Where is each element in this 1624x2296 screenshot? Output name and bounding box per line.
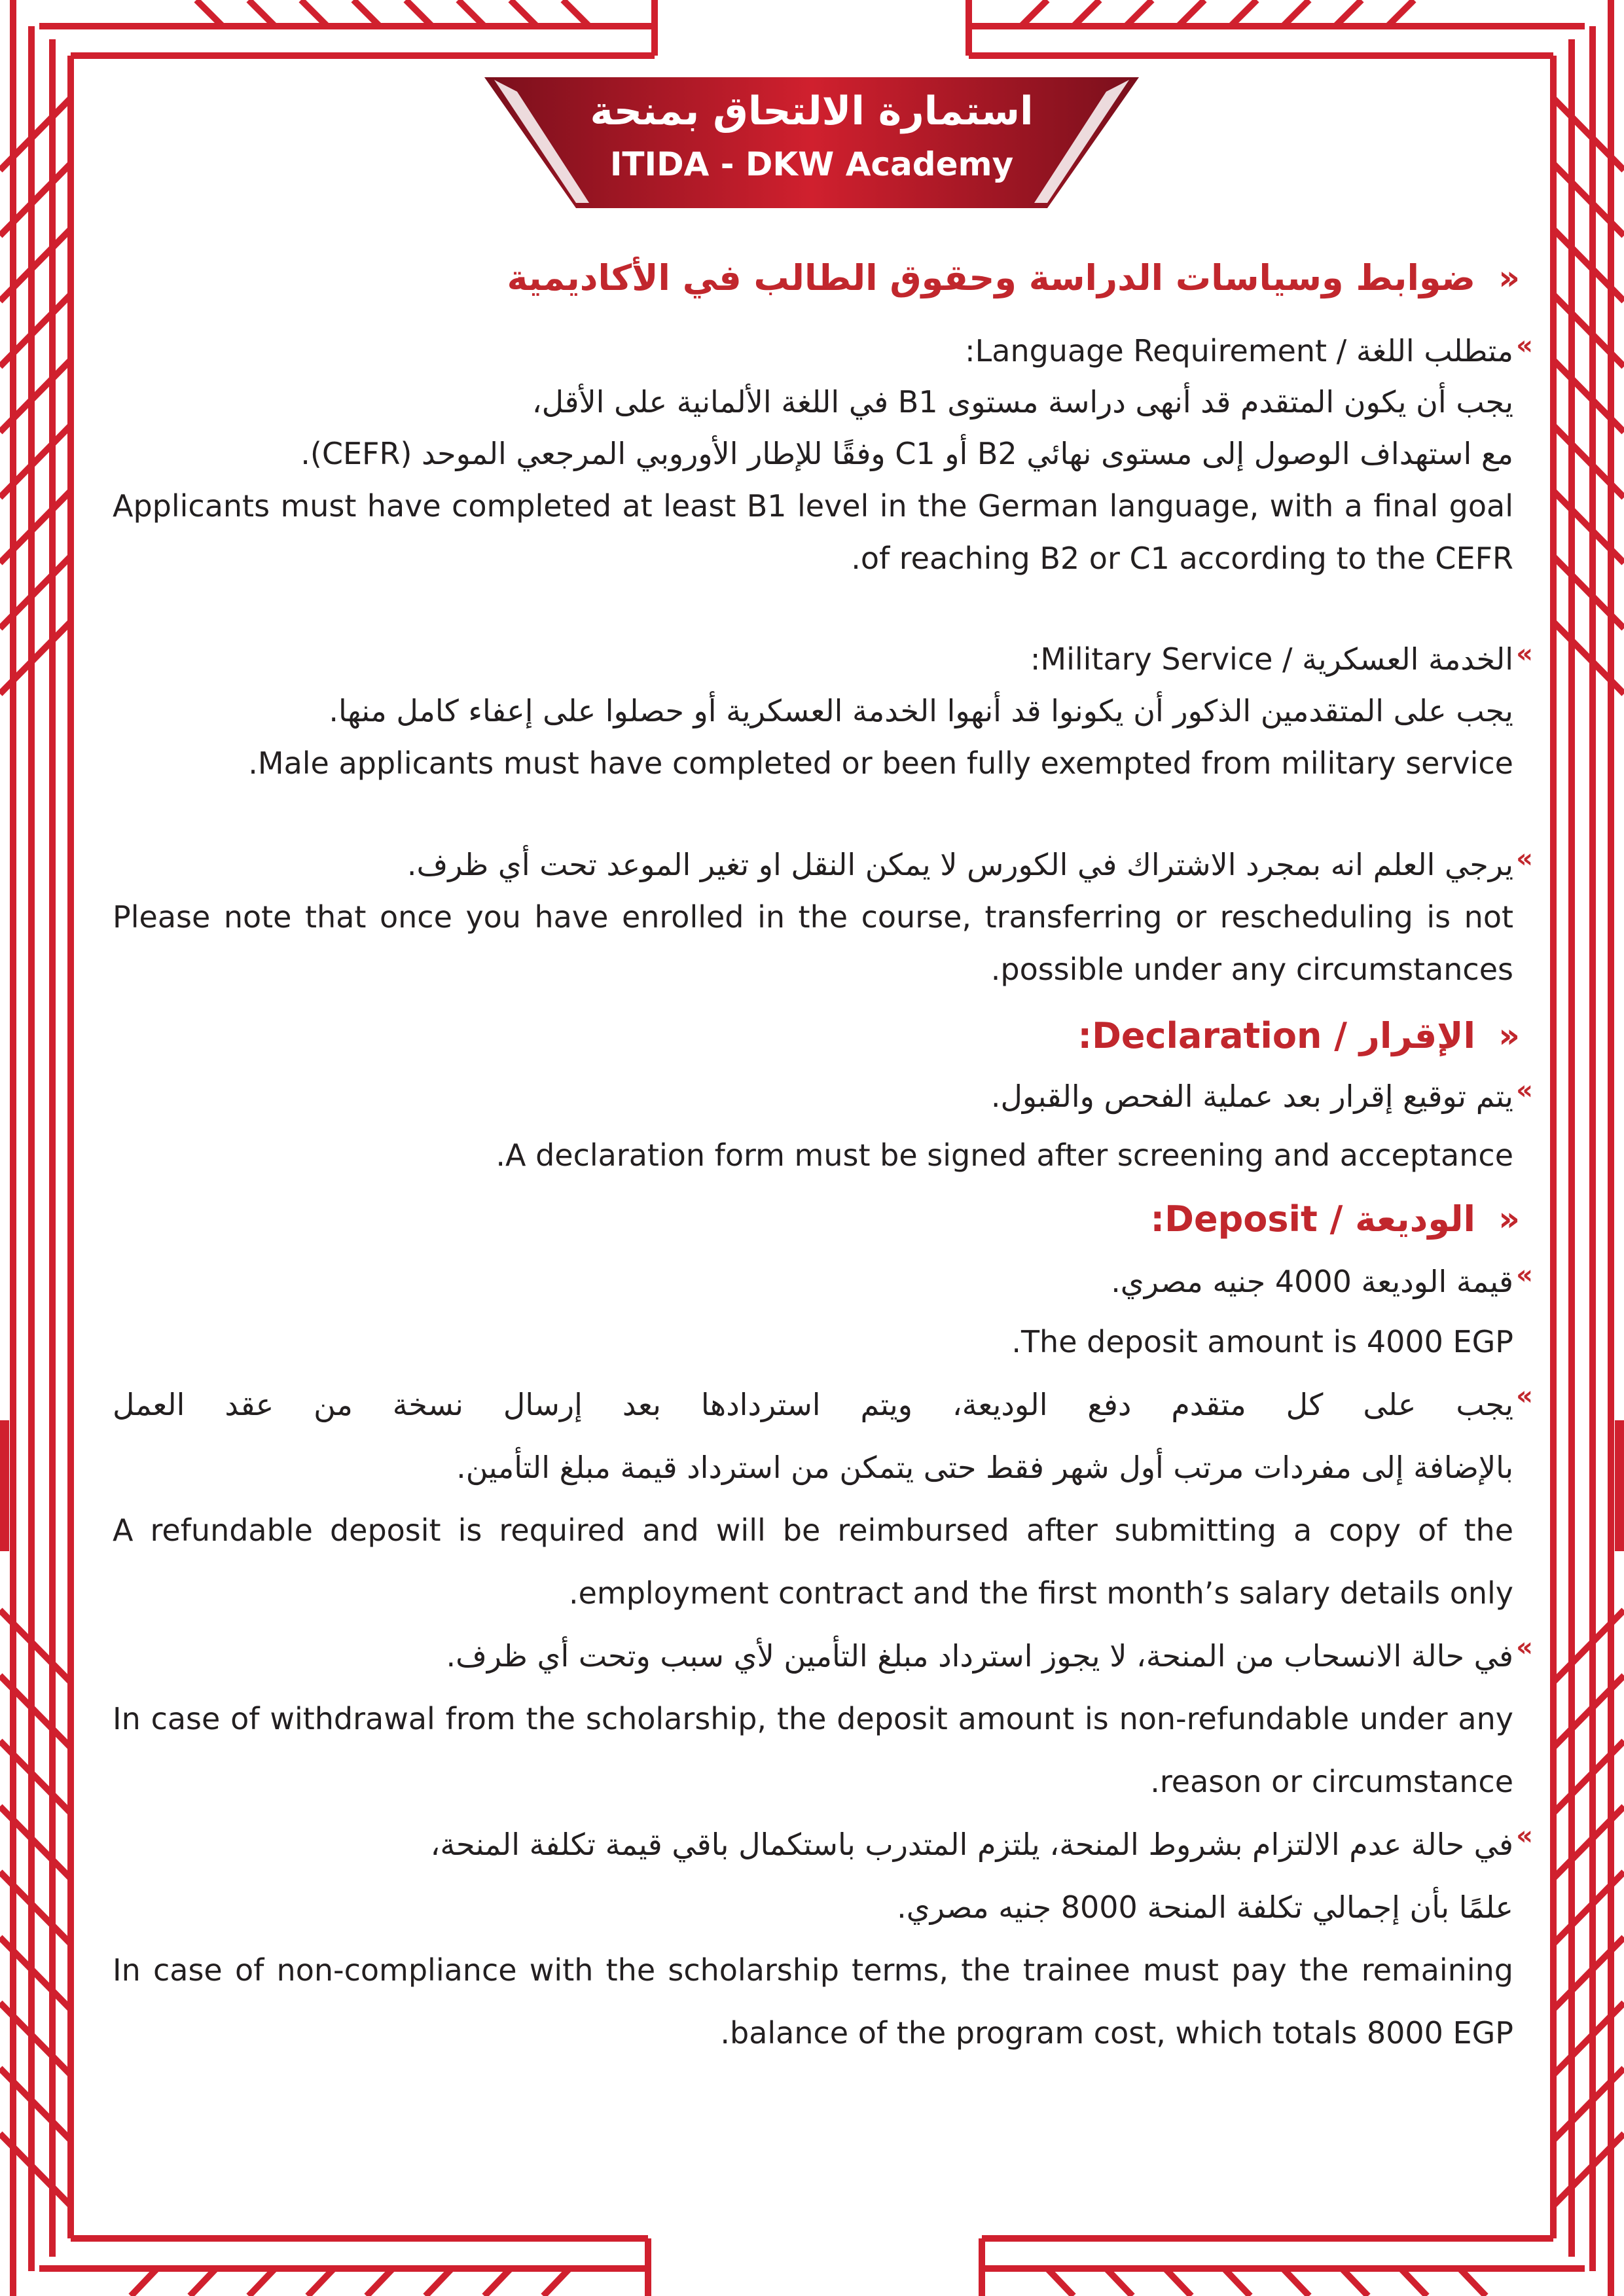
deposit-withdrawal bbox=[113, 1624, 1533, 1813]
section-heading-deposit bbox=[113, 1187, 1513, 1252]
item-text-en: Please note that once you have enrolled in the course, transferring or rescheduling is not possible under any circumstances. bbox=[113, 899, 1513, 987]
bullet-icon: « bbox=[1516, 1632, 1533, 1662]
section-title: ضوابط وسياسات الدراسة وحقوق الطالب في الأكاديمية bbox=[507, 257, 1475, 298]
item-text-ar: بالإضافة إلى مفردات مرتب أول شهر فقط حتى يتمكن من استرداد قيمة مبلغ التأمين. bbox=[456, 1450, 1513, 1485]
item-text-ar: قيمة الوديعة 4000 جنيه مصري. bbox=[1111, 1264, 1513, 1299]
bullet-icon: « bbox=[1516, 1821, 1533, 1851]
item-text-ar: يجب أن يكون المتقدم قد أنهى دراسة مستوى B1 في اللغة الألمانية على الأقل، bbox=[532, 384, 1513, 420]
deposit-refund bbox=[113, 1373, 1533, 1624]
policy-transfer bbox=[113, 838, 1533, 996]
section-heading-declaration bbox=[113, 1003, 1513, 1069]
double-chevron-icon: ‹‹ bbox=[1498, 1200, 1513, 1239]
item-text-ar: يجب على المتقدمين الذكور أن يكونوا قد أنهوا الخدمة العسكرية أو حصلوا على إعفاء كامل منها. bbox=[329, 693, 1513, 728]
double-chevron-icon: ‹‹ bbox=[1498, 259, 1513, 298]
item-text-ar: يرجي العلم انه بمجرد الاشتراك في الكورس لا يمكن النقل او تغير الموعد تحت أي ظرف. bbox=[406, 847, 1513, 882]
bullet-icon: « bbox=[1516, 1381, 1533, 1411]
header-title-en: ITIDA - DKW Academy bbox=[609, 145, 1014, 183]
item-text-en: A refundable deposit is required and will be reimbursed after submitting a copy of the employment contract and the first month’s salary details only. bbox=[113, 1513, 1513, 1611]
item-text-en: Male applicants must have completed or been fully exempted from military service. bbox=[248, 745, 1513, 781]
item-text-ar: مع استهداف الوصول إلى مستوى نهائي B2 أو C1 وفقًا للإطار الأوروبي المرجعي الموحد (CEFR). bbox=[300, 436, 1513, 471]
header-title-ar: استمارة الالتحاق بمنحة bbox=[590, 88, 1034, 134]
item-text-ar: يتم توقيع إقرار بعد عملية الفحص والقبول. bbox=[990, 1079, 1513, 1114]
double-chevron-icon: ‹‹ bbox=[1498, 1016, 1513, 1056]
item-text-en: In case of withdrawal from the scholarship, the deposit amount is non-refundable under any reason or circumstance. bbox=[113, 1701, 1513, 1799]
item-label: الخدمة العسكرية / Military Service: bbox=[1030, 641, 1513, 677]
policy-military bbox=[113, 634, 1533, 789]
item-text-en: A declaration form must be signed after screening and acceptance. bbox=[496, 1138, 1513, 1173]
bullet-icon: « bbox=[1516, 639, 1533, 669]
item-label: متطلب اللغة / Language Requirement: bbox=[965, 333, 1513, 368]
bullet-icon: « bbox=[1516, 331, 1533, 361]
item-text-en: The deposit amount is 4000 EGP. bbox=[1011, 1324, 1513, 1359]
section-title: الإقرار / Declaration: bbox=[1077, 1015, 1475, 1056]
deposit-noncompliance bbox=[113, 1813, 1533, 2064]
declaration-item bbox=[113, 1069, 1533, 1187]
section-title: الوديعة / Deposit: bbox=[1150, 1198, 1475, 1240]
section-heading-policies bbox=[113, 245, 1513, 311]
item-text-ar: في حالة عدم الالتزام بشروط المنحة، يلتزم المتدرب باستكمال باقي قيمة تكلفة المنحة، bbox=[430, 1827, 1513, 1862]
item-text-en: In case of non-compliance with the scholarship terms, the trainee must pay the remaining balance of the program cost, which totals 8000 EGP. bbox=[113, 1952, 1513, 2051]
item-text-ar: يجب على كل متقدم دفع الوديعة، ويتم استردادها بعد إرسال نسخة من عقد العمل bbox=[113, 1387, 1513, 1422]
bullet-icon: « bbox=[1516, 1260, 1533, 1290]
item-text-ar: في حالة الانسحاب من المنحة، لا يجوز استرداد مبلغ التأمين لأي سبب وتحت أي ظرف. bbox=[446, 1638, 1513, 1674]
deposit-amount bbox=[113, 1252, 1533, 1373]
policy-language bbox=[113, 325, 1533, 584]
bullet-icon: « bbox=[1516, 1075, 1533, 1105]
bullet-icon: « bbox=[1516, 844, 1533, 874]
content bbox=[113, 245, 1533, 2064]
item-text-en: Applicants must have completed at least B1 level in the German language, with a final goal of reaching B2 or C1 according to the CEFR. bbox=[113, 488, 1513, 576]
item-text-ar: علمًا بأن إجمالي تكلفة المنحة 8000 جنيه مصري. bbox=[897, 1890, 1513, 1925]
